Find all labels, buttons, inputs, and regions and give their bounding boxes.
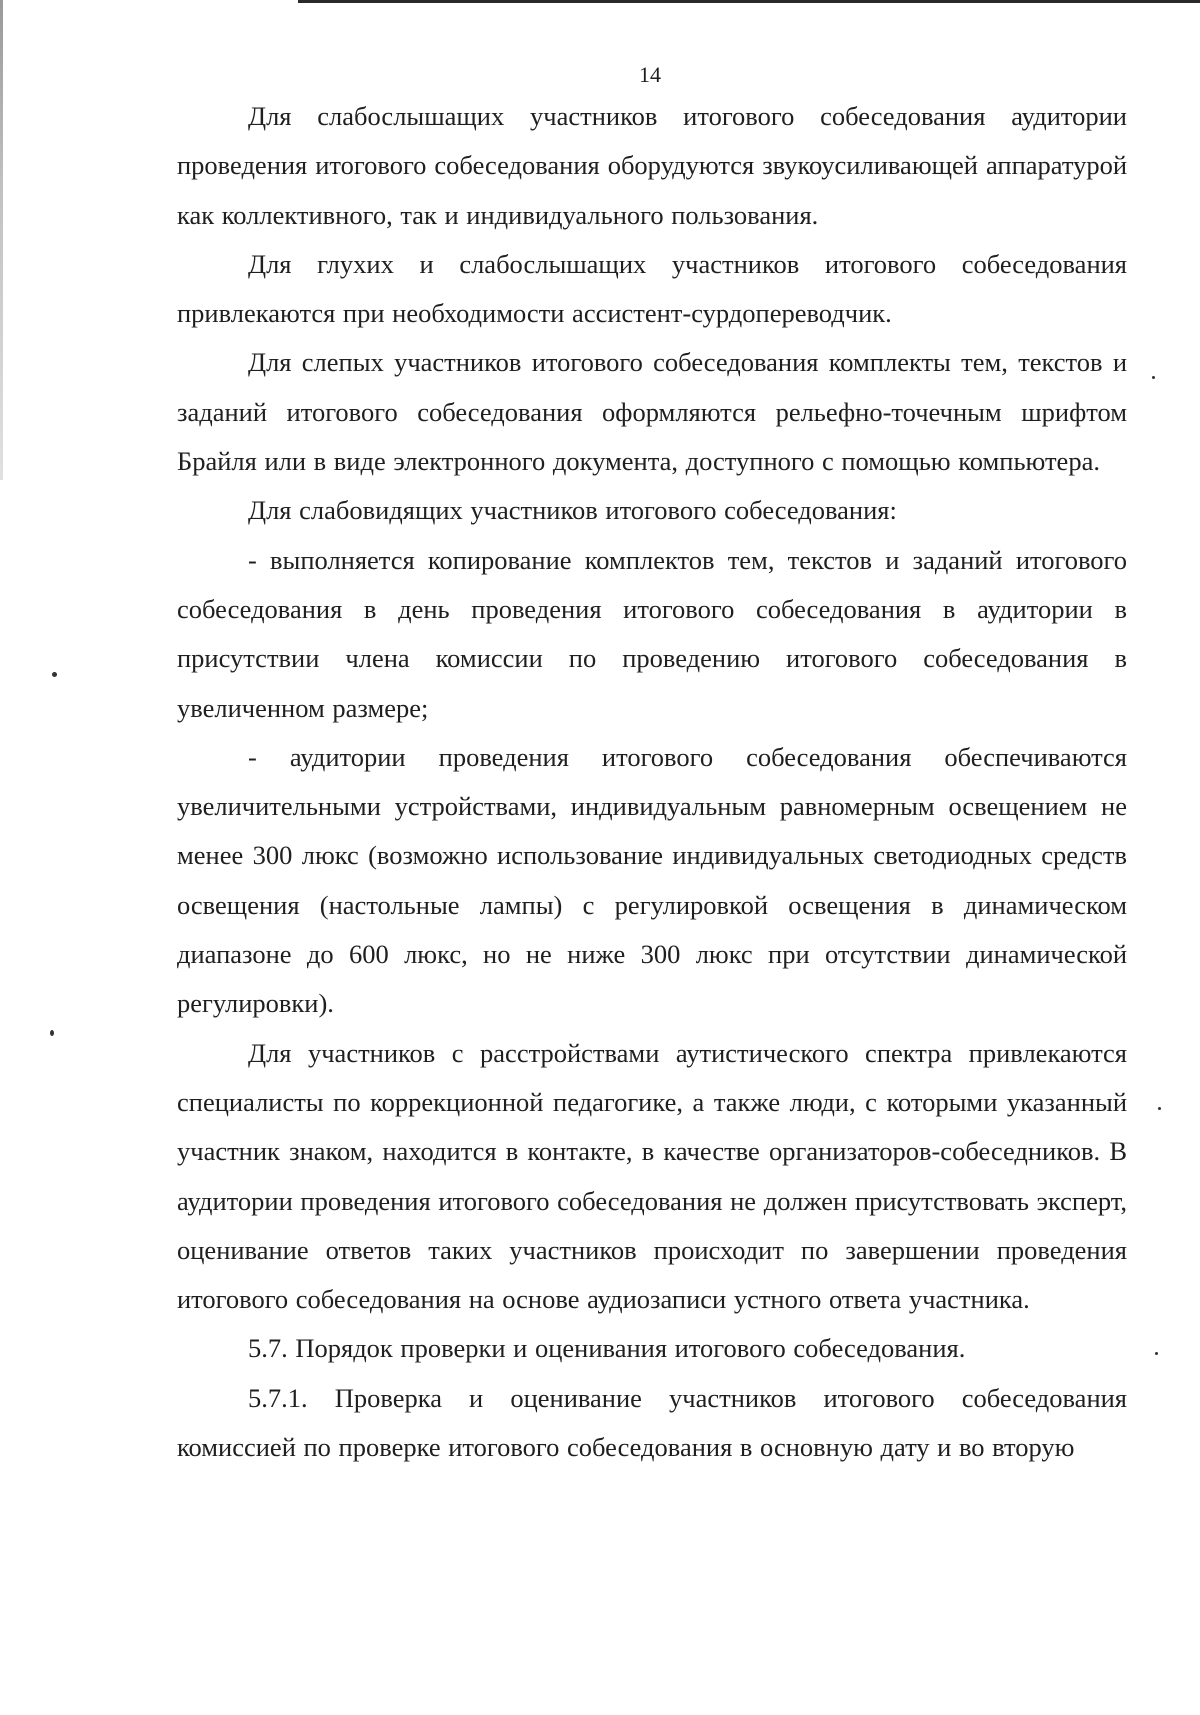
list-item: - выполняется копирование комплектов тем, текстов и заданий итогового собеседования в день проведения итогового собеседования в аудитории в присутствии члена комиссии по проведению итогового собеседования в увеличенном размере; xyxy=(177,544,1127,723)
scan-speck xyxy=(1158,1107,1161,1110)
scan-top-rule xyxy=(298,0,1200,3)
list-item: - аудитории проведения итогового собеседования обеспечиваются увеличительными устройствами, индивидуальным равномерным освещением не менее 300 люкс (возможно использование индивидуальных светодиодных средств освещения (настольные лампы) с регулировкой освещения в динамическом диапазоне до 600 люкс, но не ниже 300 люкс при отсутствии динамической регулировки). xyxy=(177,741,1127,1019)
document-body xyxy=(177,92,1127,1472)
paragraph: Для глухих и слабослышащих участников итогового собеседования привлекаются при необходимости ассистент-сурдопереводчик. xyxy=(177,248,1127,329)
page-number: 14 xyxy=(639,62,661,87)
section-heading: 5.7. Порядок проверки и оценивания итогового собеседования. xyxy=(248,1333,966,1364)
scan-speck xyxy=(52,672,57,677)
paragraph: Для слабовидящих участников итогового собеседования: xyxy=(248,495,897,526)
scan-speck xyxy=(50,1030,54,1036)
paragraph: Для слабослышащих участников итогового собеседования аудитории проведения итогового собеседования оборудуются звукоусиливающей аппаратурой как коллективного, так и индивидуального пользования. xyxy=(177,101,1127,230)
scan-speck xyxy=(1155,1352,1158,1355)
scan-speck xyxy=(1152,376,1155,379)
paragraph: Для слепых участников итогового собеседования комплекты тем, текстов и заданий итогового собеседования оформляются рельефно-точечным шрифтом Брайля или в виде электронного документа, доступного с помощью компьютера. xyxy=(177,347,1127,477)
paragraph: Для участников с расстройствами аутистического спектра привлекаются специалисты по коррекционной педагогике, а также люди, с которыми указанный участник знаком, находится в контакте, в качестве организаторов-собеседников. В аудитории проведения итогового собеседования не должен присутствовать эксперт, оценивание ответов таких участников происходит по завершении проведения итогового собеседования на основе аудиозаписи устного ответа участника. xyxy=(177,1037,1127,1315)
paragraph: 5.7.1. Проверка и оценивание участников итогового собеседования комиссией по проверке итогового собеседования в основную дату и во вторую xyxy=(177,1382,1127,1463)
